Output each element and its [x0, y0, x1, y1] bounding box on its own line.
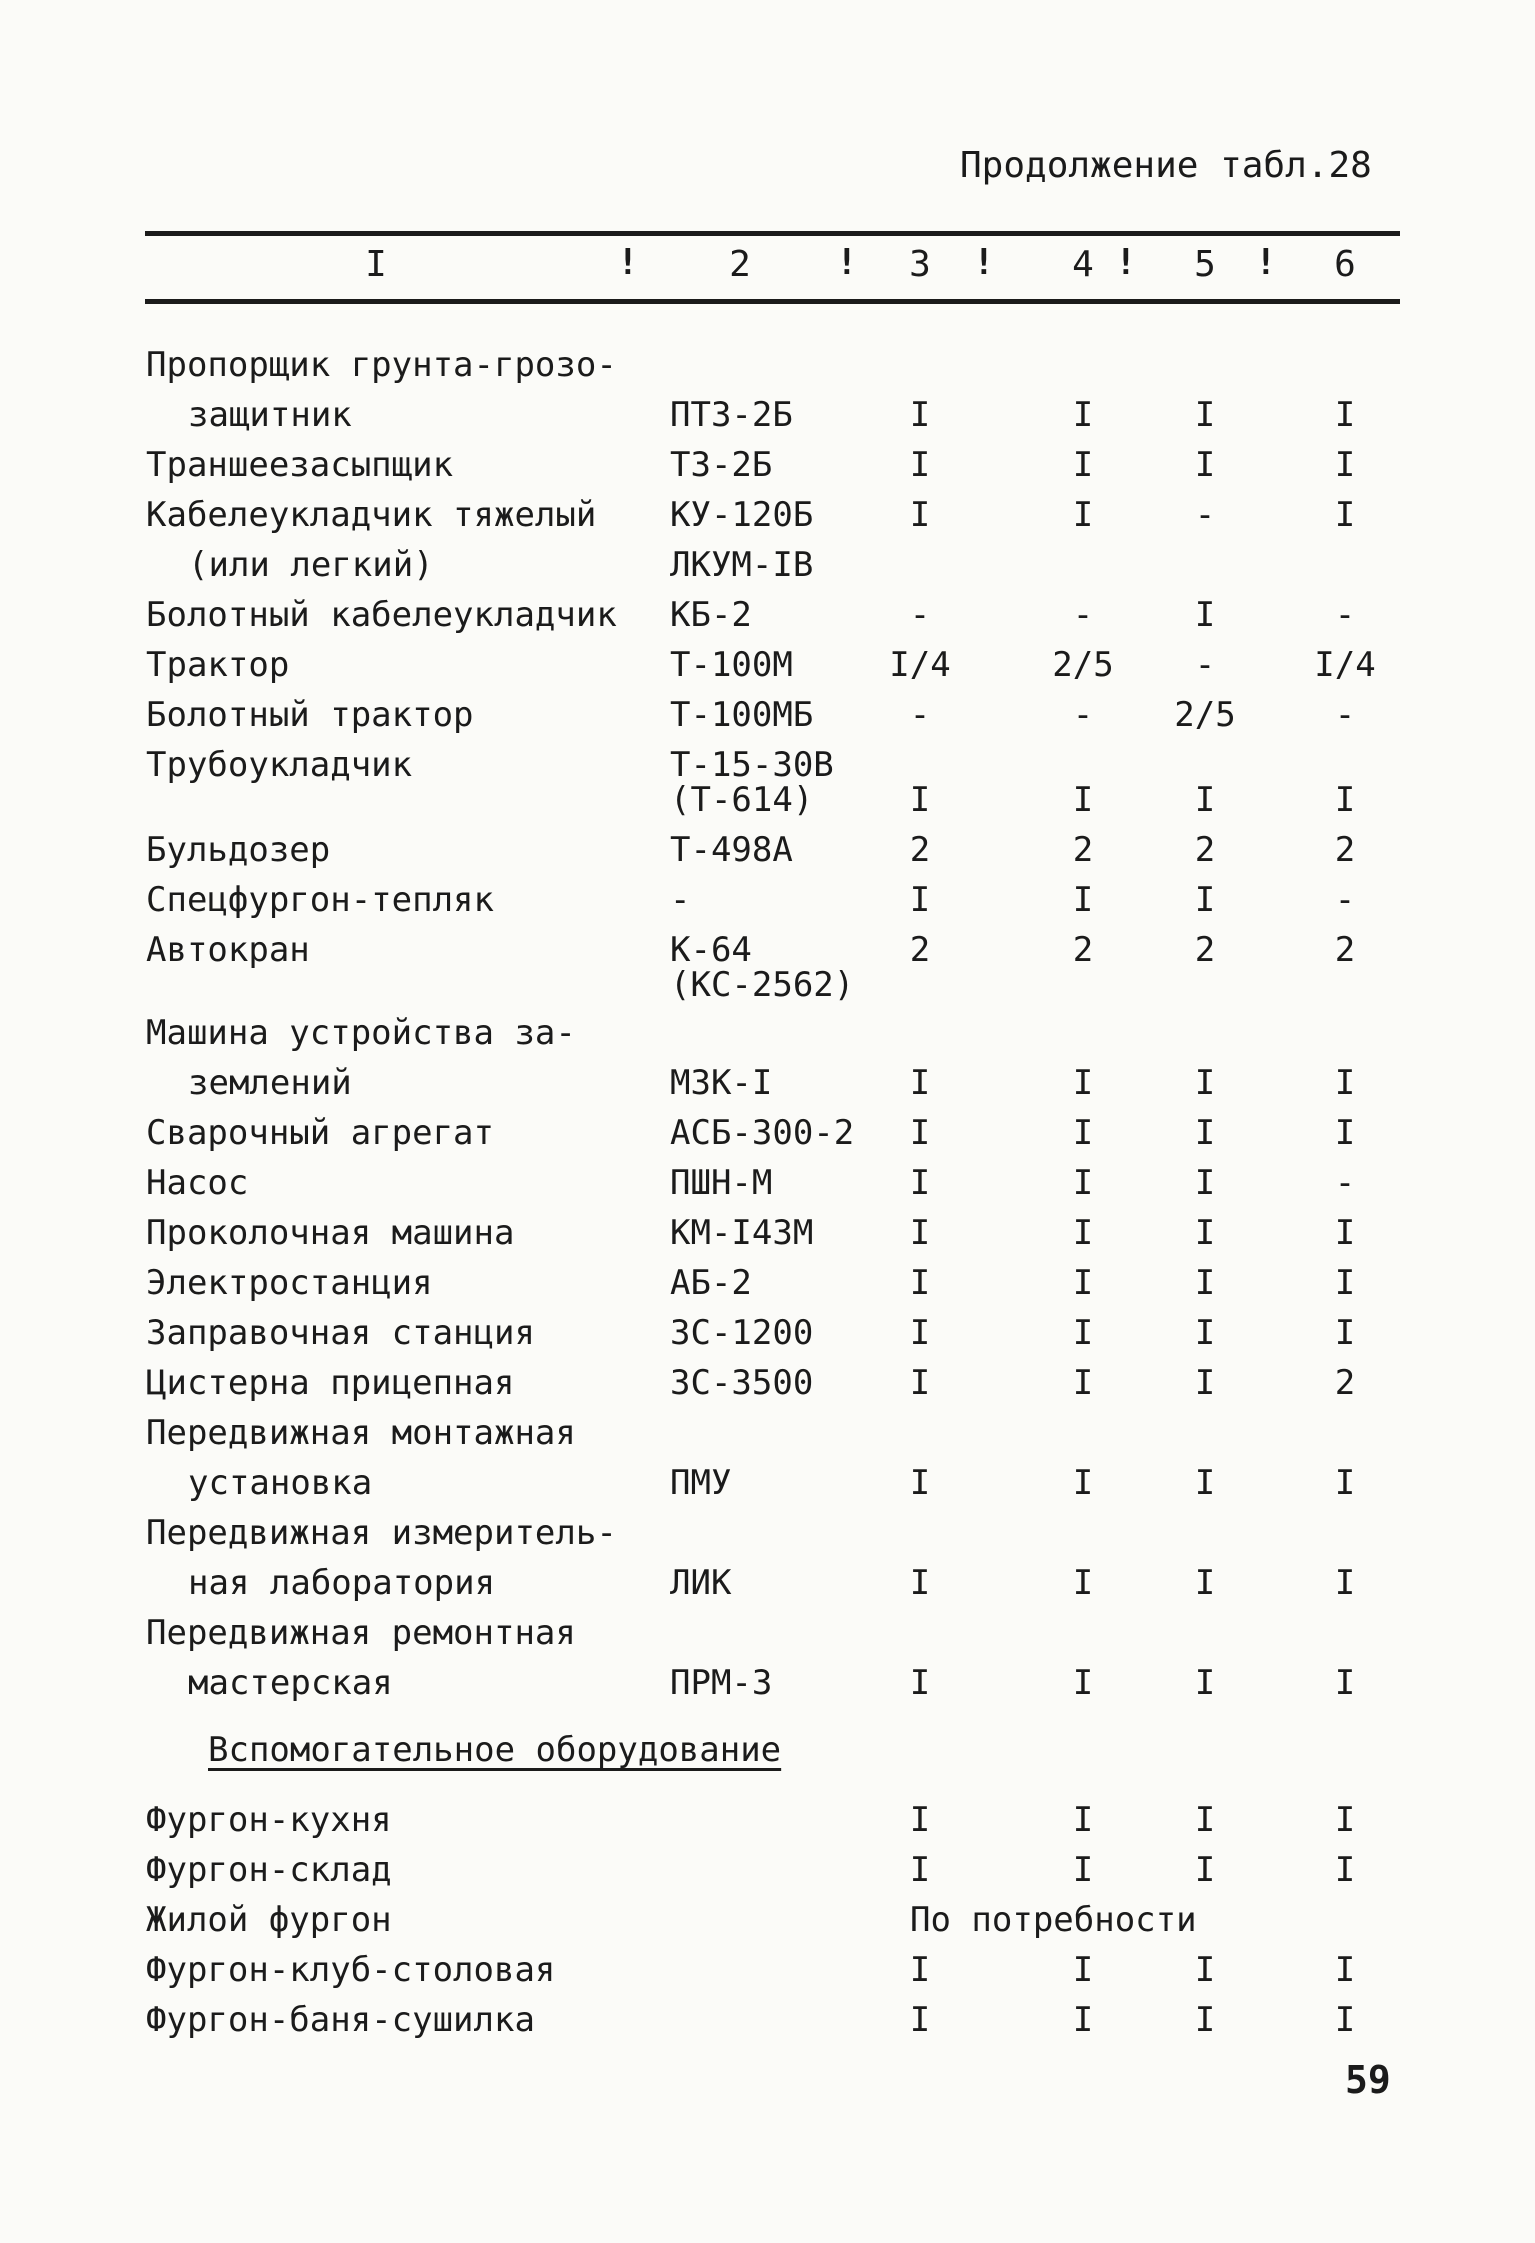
- table-header-rule: [145, 299, 1400, 304]
- equipment-name: Спецфургон-тепляк: [146, 880, 494, 920]
- equipment-model: ТЗ-2Б: [670, 445, 773, 485]
- col5-value: I: [1194, 780, 1216, 820]
- equipment-name: Передвижная измеритель-: [146, 1513, 617, 1553]
- equipment-model: (Т-614): [670, 780, 814, 820]
- col5-value: I: [1194, 445, 1216, 485]
- col6-value: -: [1334, 1163, 1356, 1203]
- col3-value: I: [909, 495, 931, 535]
- col5-value: I: [1194, 1563, 1216, 1603]
- col4-value: I: [1072, 1113, 1094, 1153]
- equipment-model: АБ-2: [670, 1263, 752, 1303]
- table-row: [0, 1850, 1535, 1900]
- equipment-name: Проколочная машина: [146, 1213, 515, 1253]
- col4-value: I: [1072, 495, 1094, 535]
- equipment-name: защитник: [188, 395, 352, 435]
- table-row: [0, 1413, 1535, 1463]
- col5-value: I: [1194, 1263, 1216, 1303]
- equipment-name: Пропорщик грунта-грозо-: [146, 345, 617, 385]
- equipment-model: (КС-2562): [670, 965, 855, 1005]
- column-separator: !: [836, 242, 858, 283]
- table-row: [0, 880, 1535, 930]
- table-row: [0, 1563, 1535, 1613]
- col5-value: I: [1194, 1113, 1216, 1153]
- col4-value: I: [1072, 1263, 1094, 1303]
- equipment-name: Автокран: [146, 930, 310, 970]
- section-heading-row: [0, 1730, 1535, 1780]
- table-row: [0, 1513, 1535, 1563]
- equipment-model: ПРМ-3: [670, 1663, 773, 1703]
- col3-value: I: [909, 1063, 931, 1103]
- table-row: [0, 1900, 1535, 1950]
- equipment-name: мастерская: [188, 1663, 393, 1703]
- table-row: [0, 1313, 1535, 1363]
- col4-value: I: [1072, 1313, 1094, 1353]
- table-row: [0, 1013, 1535, 1063]
- col6-value: I: [1334, 395, 1356, 435]
- table-row: [0, 1213, 1535, 1263]
- col6-value: I: [1334, 1563, 1356, 1603]
- col6-value: I: [1334, 1263, 1356, 1303]
- col3-value: I: [909, 1313, 931, 1353]
- col5-value: I: [1194, 1463, 1216, 1503]
- col3-value: -: [909, 695, 931, 735]
- col4-value: I: [1072, 1063, 1094, 1103]
- as-needed-note: По потребности: [910, 1900, 1197, 1940]
- equipment-model: ЗС-1200: [670, 1313, 814, 1353]
- col6-value: I: [1334, 1063, 1356, 1103]
- col4-value: I: [1072, 1663, 1094, 1703]
- col4-value: 2: [1072, 930, 1094, 970]
- table-row: [0, 780, 1535, 830]
- col4-value: I: [1072, 1363, 1094, 1403]
- equipment-name: Цистерна прицепная: [146, 1363, 515, 1403]
- page-number: 59: [1345, 2058, 1391, 2102]
- equipment-model: Т-15-30В: [670, 745, 834, 785]
- col4-value: 2: [1072, 830, 1094, 870]
- section-heading: Вспомогательное оборудование: [208, 1730, 782, 1770]
- table-row: [0, 830, 1535, 880]
- column-separator: !: [617, 242, 639, 283]
- col4-value: I: [1072, 1163, 1094, 1203]
- col4-value: -: [1072, 595, 1094, 635]
- equipment-name: Фургон-клуб-столовая: [146, 1950, 556, 1990]
- equipment-name: Сварочный агрегат: [146, 1113, 494, 1153]
- table-row: [0, 1800, 1535, 1850]
- col6-value: I: [1334, 1113, 1356, 1153]
- table-row: [0, 495, 1535, 545]
- table-row: [0, 445, 1535, 495]
- col5-value: I: [1194, 1663, 1216, 1703]
- equipment-name: Кабелеукладчик тяжелый: [146, 495, 597, 535]
- equipment-name: Трубоукладчик: [146, 745, 413, 785]
- col3-value: I: [909, 1463, 931, 1503]
- equipment-model: -: [670, 880, 691, 920]
- col6-value: I: [1334, 1950, 1356, 1990]
- equipment-model: КБ-2: [670, 595, 752, 635]
- col6-value: I: [1334, 445, 1356, 485]
- col5-value: I: [1194, 2000, 1216, 2040]
- column-header-5: 5: [1194, 244, 1216, 285]
- table-row: [0, 545, 1535, 595]
- col3-value: I: [909, 780, 931, 820]
- col4-value: I: [1072, 1563, 1094, 1603]
- equipment-name: Бульдозер: [146, 830, 331, 870]
- equipment-name: Электростанция: [146, 1263, 433, 1303]
- table-top-rule: [145, 231, 1400, 236]
- column-separator: !: [973, 242, 995, 283]
- col3-value: I: [909, 1213, 931, 1253]
- equipment-model: ПШН-М: [670, 1163, 773, 1203]
- col5-value: I: [1194, 1363, 1216, 1403]
- col4-value: I: [1072, 1213, 1094, 1253]
- col4-value: I: [1072, 1800, 1094, 1840]
- col5-value: 2: [1194, 830, 1216, 870]
- col3-value: I: [909, 1950, 931, 1990]
- col4-value: I: [1072, 395, 1094, 435]
- col6-value: I/4: [1314, 645, 1376, 685]
- table-continuation-caption: Продолжение табл.28: [960, 145, 1372, 186]
- col5-value: I: [1194, 1163, 1216, 1203]
- equipment-name: ная лаборатория: [188, 1563, 496, 1603]
- table-row: [0, 1950, 1535, 2000]
- col3-value: I: [909, 1800, 931, 1840]
- col5-value: I: [1194, 880, 1216, 920]
- equipment-name: Фургон-кухня: [146, 1800, 392, 1840]
- equipment-name: землений: [188, 1063, 352, 1103]
- table-row: [0, 1663, 1535, 1713]
- col3-value: 2: [909, 830, 931, 870]
- col6-value: -: [1334, 695, 1356, 735]
- table-row: [0, 1613, 1535, 1663]
- table-row: [0, 695, 1535, 745]
- col4-value: I: [1072, 2000, 1094, 2040]
- column-header-6: 6: [1334, 244, 1356, 285]
- col3-value: I: [909, 1113, 931, 1153]
- col5-value: -: [1194, 645, 1216, 685]
- equipment-name: Фургон-баня-сушилка: [146, 2000, 535, 2040]
- col3-value: I: [909, 395, 931, 435]
- equipment-name: Жилой фургон: [146, 1900, 392, 1940]
- col3-value: I: [909, 2000, 931, 2040]
- col3-value: I: [909, 1263, 931, 1303]
- col3-value: I: [909, 1363, 931, 1403]
- table-row: [0, 1163, 1535, 1213]
- col5-value: I: [1194, 1063, 1216, 1103]
- col3-value: I/4: [889, 645, 951, 685]
- col4-value: 2/5: [1052, 645, 1114, 685]
- col5-value: I: [1194, 1950, 1216, 1990]
- table-row: [0, 2000, 1535, 2050]
- table-row: [0, 1063, 1535, 1113]
- equipment-model: ЛКУМ-IВ: [670, 545, 814, 585]
- table-row: [0, 1113, 1535, 1163]
- col6-value: I: [1334, 1800, 1356, 1840]
- equipment-name: Трактор: [146, 645, 290, 685]
- col4-value: I: [1072, 445, 1094, 485]
- col6-value: I: [1334, 1663, 1356, 1703]
- col6-value: I: [1334, 2000, 1356, 2040]
- column-separator: !: [1115, 242, 1137, 283]
- col6-value: I: [1334, 1850, 1356, 1890]
- col5-value: I: [1194, 395, 1216, 435]
- equipment-model: ПМУ: [670, 1463, 732, 1503]
- table-row: [0, 965, 1535, 1015]
- equipment-model: К-64: [670, 930, 752, 970]
- col6-value: 2: [1334, 1363, 1356, 1403]
- col6-value: I: [1334, 780, 1356, 820]
- equipment-model: МЗК-I: [670, 1063, 773, 1103]
- col5-value: I: [1194, 1213, 1216, 1253]
- equipment-name: (или легкий): [188, 545, 434, 585]
- equipment-name: Траншеезасыпщик: [146, 445, 454, 485]
- table-row: [0, 1463, 1535, 1513]
- column-header-3: 3: [909, 244, 931, 285]
- col4-value: I: [1072, 1463, 1094, 1503]
- equipment-model: ЗС-3500: [670, 1363, 814, 1403]
- column-header-2: 2: [729, 244, 751, 285]
- col6-value: 2: [1334, 930, 1356, 970]
- col4-value: -: [1072, 695, 1094, 735]
- col3-value: I: [909, 445, 931, 485]
- equipment-model: Т-100МБ: [670, 695, 814, 735]
- col5-value: I: [1194, 1800, 1216, 1840]
- table-row: [0, 1263, 1535, 1313]
- col3-value: I: [909, 1663, 931, 1703]
- col3-value: -: [909, 595, 931, 635]
- column-separator: !: [1255, 242, 1277, 283]
- equipment-model: ЛИК: [670, 1563, 732, 1603]
- col5-value: I: [1194, 1850, 1216, 1890]
- table-row: [0, 345, 1535, 395]
- col3-value: I: [909, 880, 931, 920]
- equipment-name: Фургон-склад: [146, 1850, 392, 1890]
- equipment-model: КМ-I43М: [670, 1213, 814, 1253]
- equipment-model: Т-100М: [670, 645, 793, 685]
- col4-value: I: [1072, 880, 1094, 920]
- equipment-name: Передвижная монтажная: [146, 1413, 576, 1453]
- equipment-model: ПТЗ-2Б: [670, 395, 793, 435]
- equipment-name: Заправочная станция: [146, 1313, 535, 1353]
- equipment-name: Насос: [146, 1163, 249, 1203]
- equipment-name: Болотный кабелеукладчик: [146, 595, 617, 635]
- col3-value: I: [909, 1563, 931, 1603]
- table-row: [0, 1363, 1535, 1413]
- col5-value: I: [1194, 1313, 1216, 1353]
- col4-value: I: [1072, 1950, 1094, 1990]
- col3-value: I: [909, 1163, 931, 1203]
- col6-value: 2: [1334, 830, 1356, 870]
- col6-value: -: [1334, 595, 1356, 635]
- col6-value: -: [1334, 880, 1356, 920]
- col5-value: 2/5: [1174, 695, 1236, 735]
- col5-value: -: [1194, 495, 1216, 535]
- equipment-model: Т-498А: [670, 830, 793, 870]
- col6-value: I: [1334, 1463, 1356, 1503]
- equipment-name: Машина устройства за-: [146, 1013, 576, 1053]
- col6-value: I: [1334, 495, 1356, 535]
- column-header-4: 4: [1072, 244, 1094, 285]
- col5-value: I: [1194, 595, 1216, 635]
- col6-value: I: [1334, 1213, 1356, 1253]
- col4-value: I: [1072, 1850, 1094, 1890]
- table-row: [0, 595, 1535, 645]
- equipment-name: установка: [188, 1463, 373, 1503]
- col3-value: I: [909, 1850, 931, 1890]
- col6-value: I: [1334, 1313, 1356, 1353]
- col3-value: 2: [909, 930, 931, 970]
- column-header-1: I: [365, 244, 387, 285]
- table-row: [0, 645, 1535, 695]
- col4-value: I: [1072, 780, 1094, 820]
- table-row: [0, 395, 1535, 445]
- col5-value: 2: [1194, 930, 1216, 970]
- equipment-model: КУ-120Б: [670, 495, 814, 535]
- equipment-name: Болотный трактор: [146, 695, 474, 735]
- equipment-name: Передвижная ремонтная: [146, 1613, 576, 1653]
- equipment-model: АСБ-300-2: [670, 1113, 855, 1153]
